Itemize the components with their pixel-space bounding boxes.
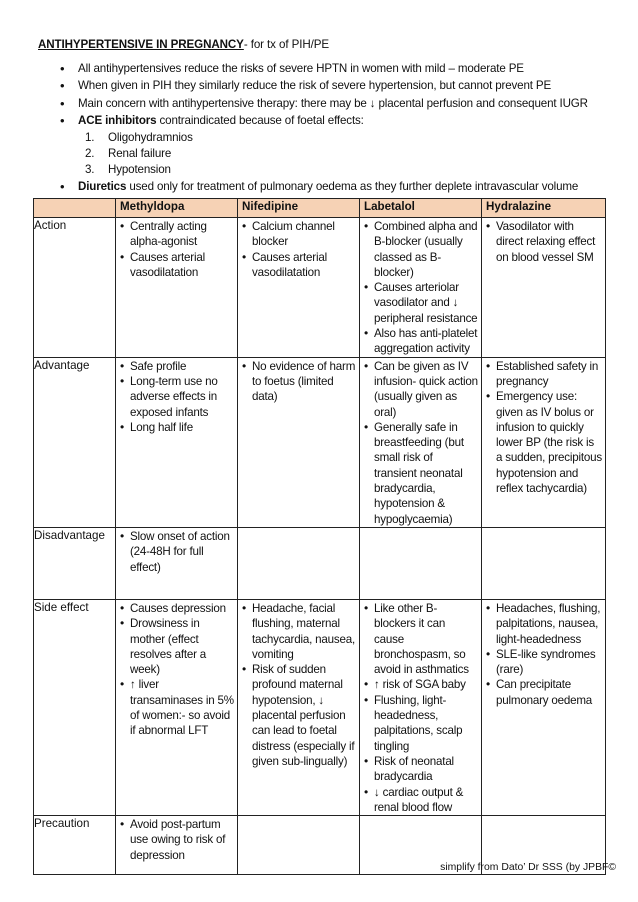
cell-side-effect-methyldopa [116, 599, 238, 815]
cell-precaution-methyldopa [116, 816, 238, 875]
cell-disadvantage-nifedipine [238, 527, 360, 599]
cell-bullet-item: • Centrally acting alpha-agonist [120, 219, 234, 250]
header-hydralazine: Hydralazine [482, 199, 606, 218]
drug-comparison-table [33, 198, 606, 875]
list-number: 1. [85, 130, 95, 144]
cell-action-methyldopa [116, 218, 238, 358]
row-label: Precaution [34, 816, 116, 875]
row-label: Disadvantage [34, 527, 116, 599]
cell-bullet-item: • Generally safe in breastfeeding (but small risk of transient neonatal bradycardia, hypotension & hypoglycaemia) [364, 420, 478, 527]
cell-advantage-labetalol [360, 357, 482, 527]
cell-bullet-list [116, 816, 237, 863]
cell-bullet-list [482, 218, 605, 265]
cell-bullet-item: • Emergency use: given as IV bolus or infusion to quickly lower BP (the risk is a sudden, precipitous hypotension and reflex tachycardia) [486, 389, 602, 496]
row-label: Side effect [34, 599, 116, 815]
cell-bullet-item: • Established safety in pregnancy [486, 359, 602, 390]
list-number: 2. [85, 146, 95, 160]
ace-effects-list [78, 130, 620, 178]
cell-bullet-item: • Avoid post-partum use owing to risk of depression [120, 817, 234, 863]
cell-bullet-list [238, 358, 359, 405]
table-row-side-effect [34, 599, 606, 815]
cell-bullet-item: • Also has anti-platelet aggregation activity [364, 326, 478, 357]
cell-disadvantage-labetalol [360, 527, 482, 599]
table-header-row [34, 199, 606, 218]
cell-bullet-list [238, 218, 359, 280]
cell-bullet-list [116, 218, 237, 280]
ace-effect-item [78, 130, 620, 146]
cell-bullet-item: • ↑ risk of SGA baby [364, 677, 478, 692]
table-row-advantage [34, 357, 606, 527]
cell-action-labetalol [360, 218, 482, 358]
cell-bullet-item: • Risk of neonatal bradycardia [364, 754, 478, 785]
cell-bullet-item: • Safe profile [120, 359, 234, 374]
cell-disadvantage-methyldopa [116, 527, 238, 599]
cell-disadvantage-hydralazine [482, 527, 606, 599]
table-row-disadvantage [34, 527, 606, 599]
cell-bullet-item: • Headache, facial flushing, maternal tachycardia, nausea, vomiting [242, 601, 356, 662]
list-number: 3. [85, 162, 95, 176]
cell-bullet-list [360, 358, 481, 527]
cell-precaution-nifedipine [238, 816, 360, 875]
intro-bullets [60, 60, 620, 195]
ace-effect-item [78, 146, 620, 162]
header-nifedipine: Nifedipine [238, 199, 360, 218]
cell-action-hydralazine [482, 218, 606, 358]
diuretics-label: Diuretics [78, 179, 127, 193]
cell-advantage-nifedipine [238, 357, 360, 527]
ace-effect-text: Hypotension [108, 162, 171, 176]
ace-effect-text: Renal failure [108, 146, 172, 160]
cell-bullet-item: • Like other B-blockers it can cause bronchospasm, so avoid in asthmatics [364, 601, 478, 677]
cell-bullet-item: • Causes arteriolar vasodilator and ↓ peripheral resistance [364, 280, 478, 326]
cell-bullet-item: • Causes depression [120, 601, 234, 616]
ace-effect-text: Oligohydramnios [108, 130, 193, 144]
cell-bullet-item: • Can be given as IV infusion- quick action (usually given as oral) [364, 359, 478, 420]
cell-bullet-item: • Risk of sudden profound maternal hypotension, ↓ placental perfusion can lead to foetal distress (especially if given sub-lingually) [242, 662, 356, 769]
bullet-item-ace [60, 112, 620, 177]
bullet-item-diuretics [60, 178, 620, 195]
cell-bullet-list [116, 600, 237, 739]
cell-bullet-item: • Combined alpha and B-blocker (usually classed as B-blocker) [364, 219, 478, 280]
ace-text: contraindicated because of foetal effects: [156, 114, 364, 128]
cell-bullet-list [482, 358, 605, 497]
cell-bullet-item: • Drowsiness in mother (effect resolves after a week) [120, 616, 234, 677]
cell-bullet-item: • Long-term use no adverse effects in exposed infants [120, 374, 234, 420]
ace-label: ACE inhibitors [78, 114, 157, 128]
cell-bullet-item: • Slow onset of action (24-48H for full effect) [120, 529, 234, 575]
cell-bullet-item: • Long half life [120, 420, 234, 435]
header-corner-cell [34, 199, 116, 218]
cell-bullet-list [360, 218, 481, 357]
cell-bullet-list [482, 600, 605, 708]
table-row-action [34, 218, 606, 358]
cell-bullet-item: • SLE-like syndromes (rare) [486, 647, 602, 678]
header-labetalol: Labetalol [360, 199, 482, 218]
cell-side-effect-labetalol [360, 599, 482, 815]
cell-advantage-hydralazine [482, 357, 606, 527]
ace-effect-item [78, 162, 620, 178]
diuretics-text: used only for treatment of pulmonary oedema as they further deplete intravascular volume [126, 179, 579, 193]
header-methyldopa: Methyldopa [116, 199, 238, 218]
cell-bullet-item: • Can precipitate pulmonary oedema [486, 677, 602, 708]
cell-bullet-item: • No evidence of harm to foetus (limited data) [242, 359, 356, 405]
bullet-item: • When given in PIH they similarly reduce the risk of severe hypertension, but cannot prevent PE [60, 77, 620, 94]
cell-bullet-item: • Vasodilator with direct relaxing effect on blood vessel SM [486, 219, 602, 265]
cell-advantage-methyldopa [116, 357, 238, 527]
cell-bullet-list [116, 358, 237, 435]
cell-bullet-item: • Causes arterial vasodilatation [120, 250, 234, 281]
cell-side-effect-hydralazine [482, 599, 606, 815]
cell-bullet-list [238, 600, 359, 769]
bullet-item: • All antihypertensives reduce the risks of severe HPTN in women with mild – moderate PE [60, 60, 620, 77]
cell-action-nifedipine [238, 218, 360, 358]
cell-bullet-item: • Flushing, light-headedness, palpitations, scalp tingling [364, 693, 478, 754]
row-label: Action [34, 218, 116, 358]
cell-bullet-item: • Causes arterial vasodilatation [242, 250, 356, 281]
cell-bullet-item: • Calcium channel blocker [242, 219, 356, 250]
page-title: ANTIHYPERTENSIVE IN PREGNANCY [38, 38, 244, 51]
cell-bullet-list [116, 528, 237, 575]
cell-bullet-item: • ↑ liver transaminases in 5% of women:- so avoid if abnormal LFT [120, 677, 234, 738]
page-subtitle: - for tx of PIH/PE [243, 38, 330, 51]
cell-bullet-list [360, 600, 481, 815]
title-line [38, 38, 329, 51]
cell-side-effect-nifedipine [238, 599, 360, 815]
bullet-item: • Main concern with antihypertensive therapy: there may be ↓ placental perfusion and consequent IUGR [60, 95, 620, 112]
row-label: Advantage [34, 357, 116, 527]
cell-bullet-item: • ↓ cardiac output & renal blood flow [364, 785, 478, 816]
cell-bullet-item: • Headaches, flushing, palpitations, nausea, light-headedness [486, 601, 602, 647]
footer-credit: simplify from Dato’ Dr SSS (by JPBF© [440, 862, 616, 873]
